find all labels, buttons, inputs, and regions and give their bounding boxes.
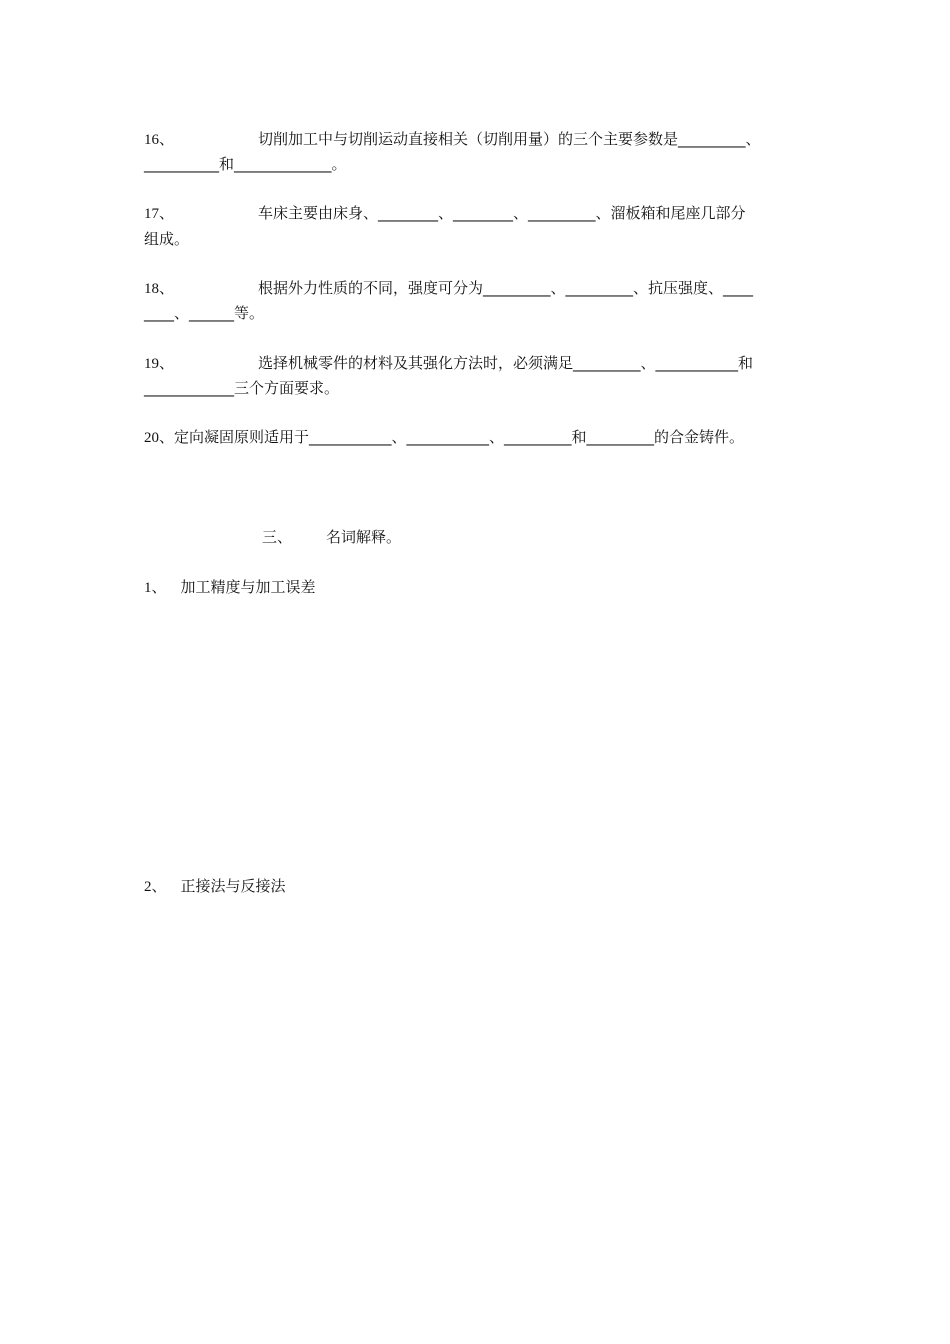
question-19-line-2: ____________三个方面要求。 [144, 379, 340, 397]
question-17-number: 17、 [144, 206, 175, 222]
question-18-line-2: ____、______等。 [144, 304, 265, 322]
question-16-line-2: __________和_____________。 [144, 155, 347, 173]
section-3-title: 名词解释。 [326, 528, 402, 546]
question-20-line [144, 426, 744, 449]
question-19-line-1 [144, 352, 753, 375]
question-17-line-2: 组成。 [144, 230, 190, 248]
term-2-number: 2、 [144, 879, 167, 895]
section-3-heading [262, 526, 401, 548]
question-19-text: 选择机械零件的材料及其强化方法时，必须满足_________、___________和 [258, 354, 754, 372]
question-16-text: 切削加工中与切削运动直接相关（切削用量）的三个主要参数是_________、 [258, 130, 761, 148]
term-1-text: 加工精度与加工误差 [180, 578, 316, 596]
question-20-number: 20、 [144, 430, 175, 446]
question-18-text: 根据外力性质的不同，强度可分为_________、_________、抗压强度、____ [258, 279, 754, 297]
question-16-number: 16、 [144, 132, 175, 148]
question-17-text: 车床主要由床身、________、________、_________、溜板箱和尾座几部分 [258, 204, 746, 222]
term-2 [144, 875, 286, 898]
question-19-number: 19、 [144, 356, 175, 372]
question-16-line-1 [144, 128, 761, 151]
term-2-text: 正接法与反接法 [180, 877, 286, 895]
question-17-line-1 [144, 202, 746, 225]
term-1-number: 1、 [144, 580, 167, 596]
section-3-number: 三、 [262, 528, 293, 546]
question-18-line-1 [144, 277, 753, 300]
question-20-text: 定向凝固原则适用于___________、___________、_________和_________的合金铸件。 [174, 428, 745, 446]
question-18-number: 18、 [144, 281, 175, 297]
term-1 [144, 576, 316, 599]
